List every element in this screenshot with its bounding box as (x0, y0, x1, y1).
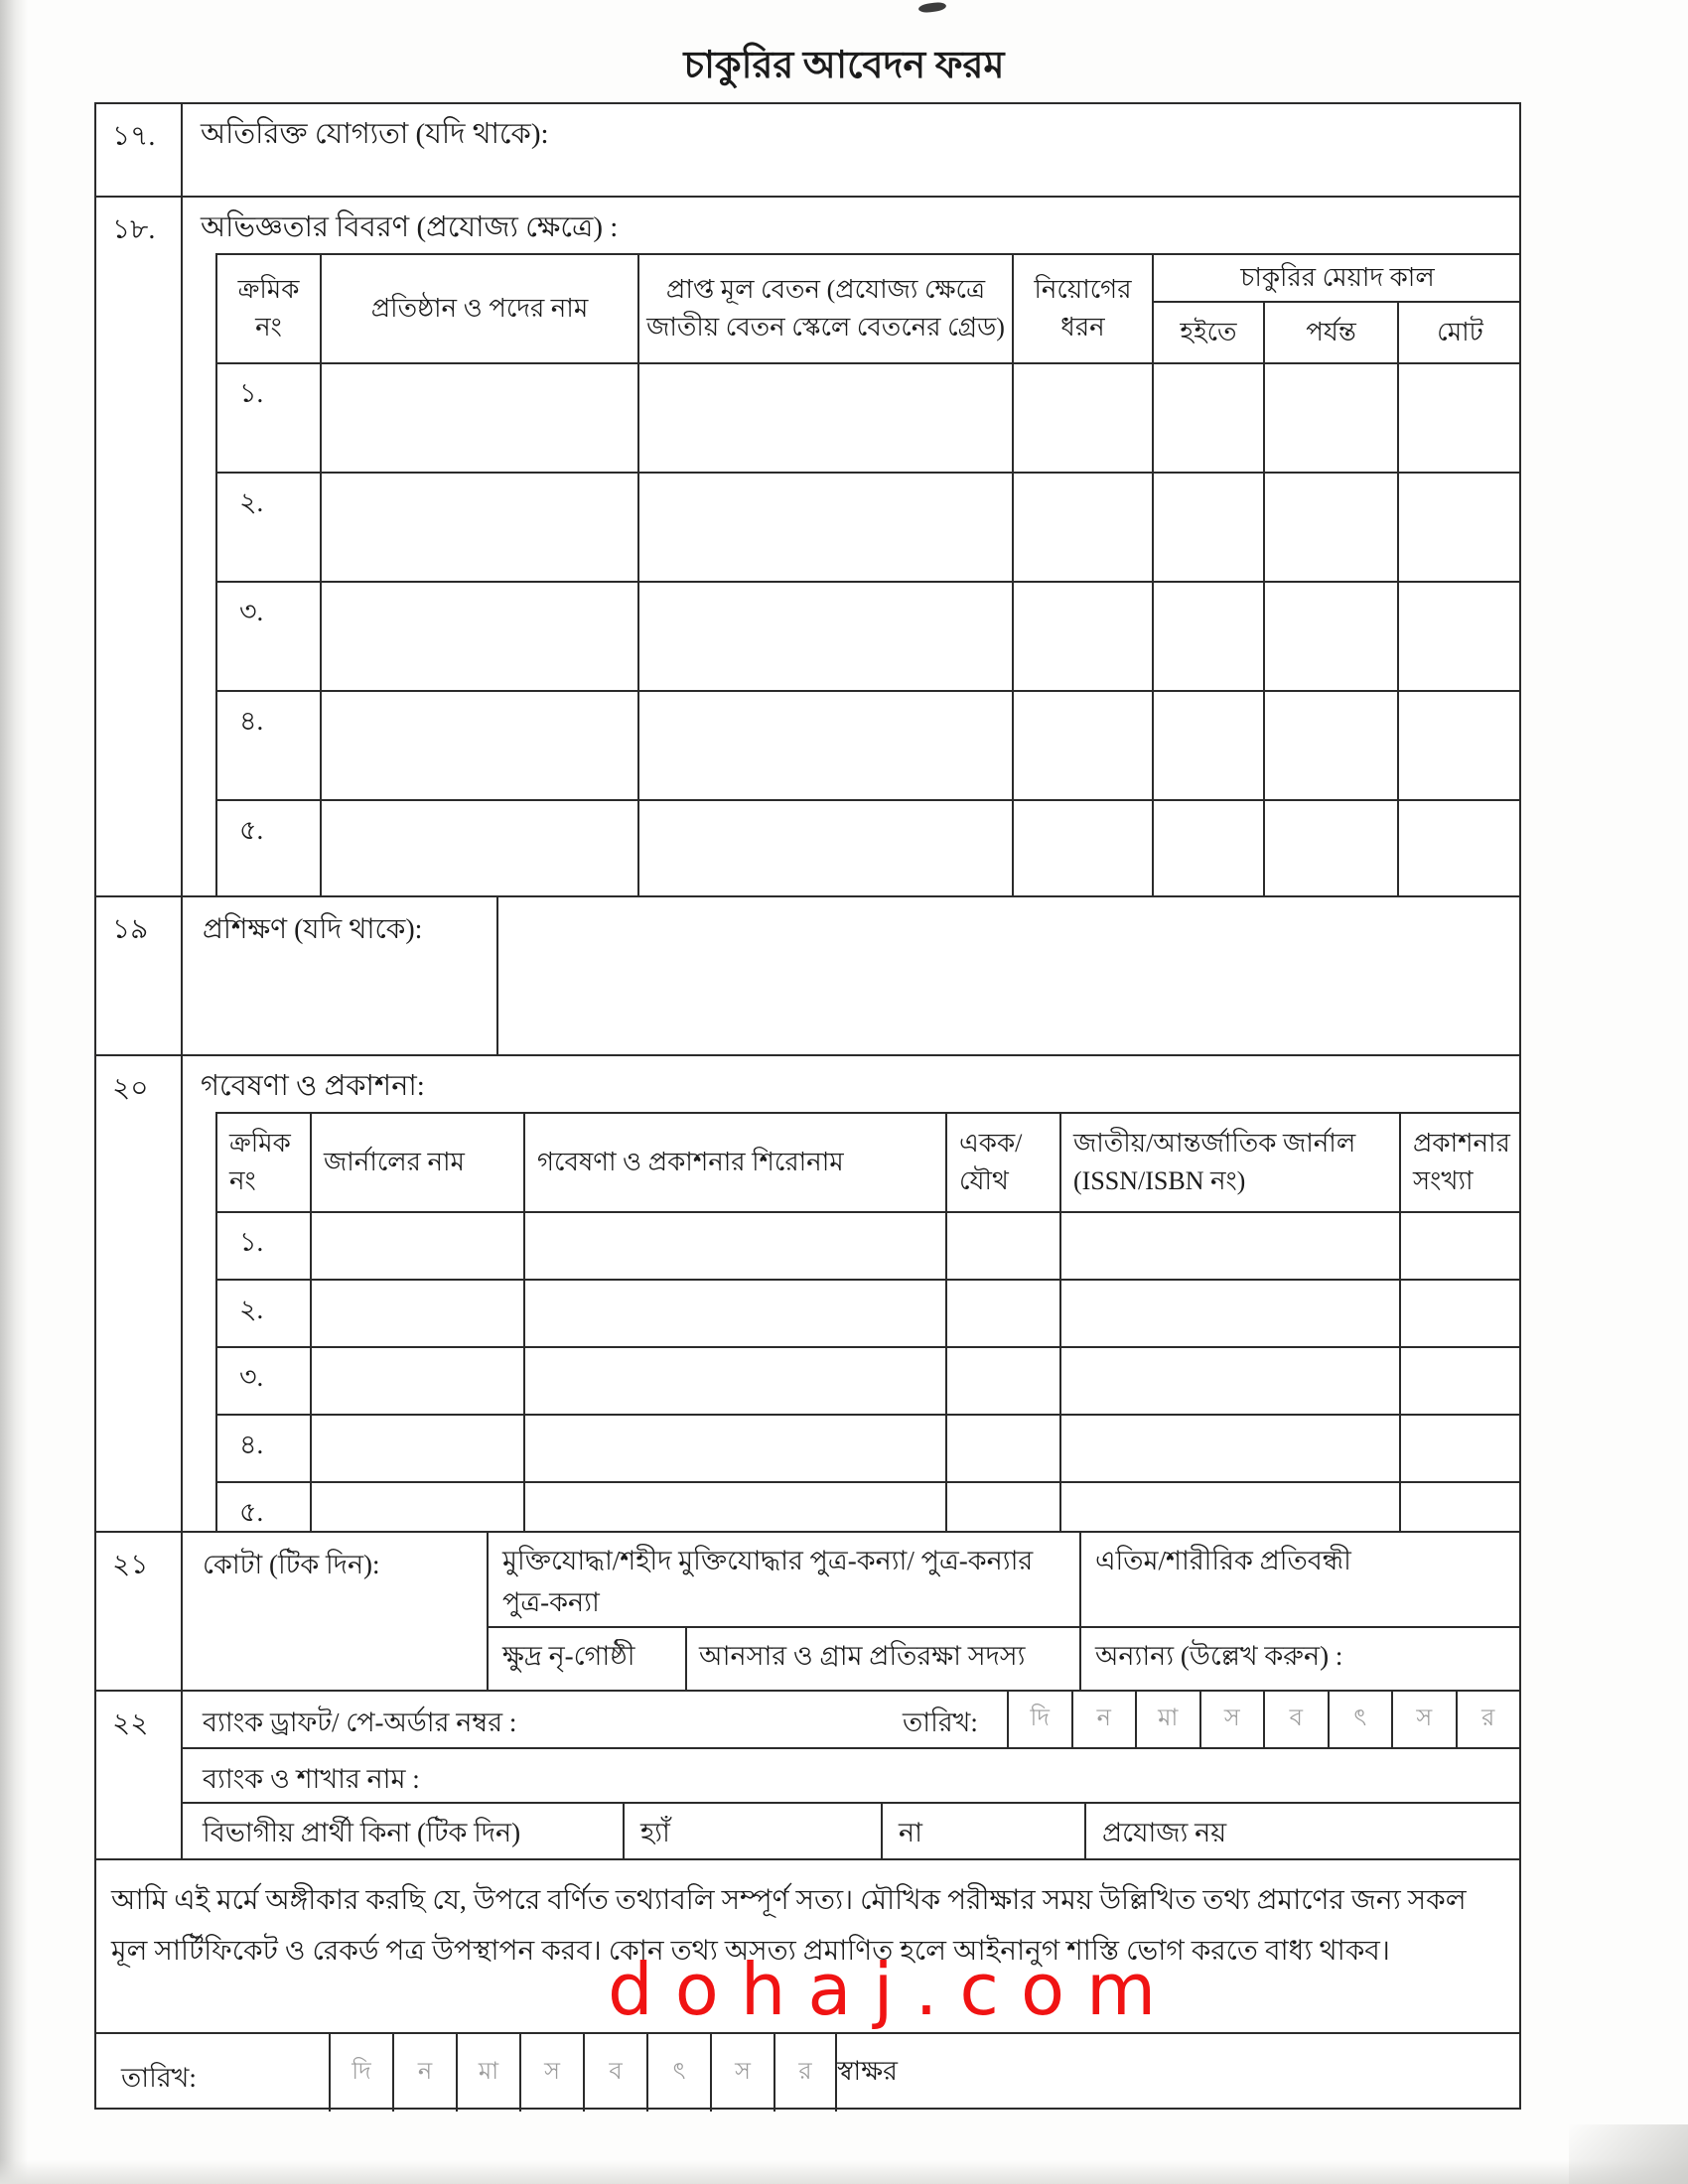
row-serial: ১. (216, 363, 321, 473)
quota-option-ethnic-minority: ক্ষুদ্র নৃ-গোষ্ঠী (502, 1641, 635, 1671)
empty-cell (311, 1415, 524, 1482)
empty-cell (311, 1347, 524, 1415)
scan-ink-mark (918, 1, 947, 13)
empty-cell (946, 1482, 1060, 1531)
section-20 (96, 1054, 1519, 1531)
empty-cell (524, 1212, 946, 1280)
date-box-month2: স (519, 2034, 583, 2112)
section-20-number: ২০ (96, 1056, 183, 1531)
empty-cell (1398, 363, 1519, 473)
quota-option-other: অন্যান্য (উল্লেখ করুন) : (1079, 1628, 1519, 1690)
section-22 (96, 1690, 1519, 1858)
section-22-number: ২২ (96, 1692, 183, 1858)
empty-cell (311, 1280, 524, 1347)
section-18 (96, 196, 1519, 895)
row-serial: ৪. (216, 691, 321, 800)
empty-cell (1153, 800, 1264, 895)
empty-cell (1153, 363, 1264, 473)
site-watermark: dohaj.com (608, 1948, 1179, 2031)
quota-option-ansar: আনসার ও গ্রাম প্রতিরক্ষা সদস্য (685, 1628, 1079, 1690)
empty-cell (638, 582, 1013, 691)
departmental-option-yes: হ্যাঁ (623, 1804, 881, 1858)
empty-cell (311, 1212, 524, 1280)
research-row-1 (216, 1212, 1519, 1280)
section-19-number: ১৯ (96, 897, 183, 1054)
date-box-month1: মা (456, 2034, 519, 2112)
section-21 (96, 1531, 1519, 1690)
bank-draft-label: ব্যাংক ড্রাফট/ পে-অর্ডার নম্বর : (203, 1707, 517, 1737)
date-box-day2: ন (392, 2034, 456, 2112)
empty-cell (1400, 1415, 1519, 1482)
quota-option-freedom-fighter: মুক্তিযোদ্ধা/শহীদ মুক্তিযোদ্ধার পুত্র-কন্যা/ পুত্র-কন্যার পুত্র-কন্যা (502, 1546, 1034, 1617)
experience-col-service-period: চাকুরির মেয়াদ কাল (1153, 254, 1519, 302)
section-17-content (183, 104, 1519, 196)
row-serial: ৫. (216, 1482, 311, 1531)
date-box-year1: ব (583, 2034, 646, 2112)
footer-date-boxes (329, 2034, 837, 2112)
date-box-year1: ব (1263, 1692, 1328, 1747)
experience-row-3 (216, 582, 1519, 691)
empty-cell (1264, 691, 1398, 800)
empty-cell (1013, 473, 1153, 582)
empty-cell (1398, 800, 1519, 895)
empty-cell (1153, 582, 1264, 691)
research-col-mode: একক/যৌথ (946, 1113, 1060, 1212)
training-blank-area (498, 897, 1519, 1054)
empty-cell (1013, 582, 1153, 691)
section-17 (96, 104, 1519, 196)
empty-cell (1400, 1212, 1519, 1280)
empty-cell (1264, 800, 1398, 895)
empty-cell (1264, 582, 1398, 691)
bank-draft-row (183, 1692, 1519, 1749)
empty-cell (524, 1280, 946, 1347)
date-box-month2: স (1199, 1692, 1264, 1747)
experience-col-appointment-type: নিয়োগের ধরন (1013, 254, 1153, 363)
application-form-table (94, 102, 1521, 2110)
empty-cell (1013, 363, 1153, 473)
empty-cell (638, 800, 1013, 895)
date-box-year2: ৎ (646, 2034, 710, 2112)
section-22-content (183, 1692, 1519, 1858)
empty-cell (524, 1347, 946, 1415)
empty-cell (321, 363, 638, 473)
section-17-number: ১৭. (96, 104, 183, 196)
date-box-year4: র (774, 2034, 837, 2112)
research-col-serial: ক্রমিক নং (216, 1113, 311, 1212)
empty-cell (1398, 473, 1519, 582)
empty-cell (1060, 1212, 1400, 1280)
empty-cell (1153, 473, 1264, 582)
experience-col-to: পর্যন্ত (1264, 302, 1398, 363)
empty-cell (946, 1212, 1060, 1280)
empty-cell (1060, 1482, 1400, 1531)
row-serial: ১. (216, 1212, 311, 1280)
empty-cell (321, 691, 638, 800)
experience-row-2 (216, 473, 1519, 582)
quota-label: কোটা (টিক দিন): (183, 1533, 489, 1690)
section-19-content (183, 897, 1519, 1054)
page-title (0, 36, 1688, 105)
date-box-month1: মা (1135, 1692, 1199, 1747)
empty-cell (638, 473, 1013, 582)
experience-col-organization: প্রতিষ্ঠান ও পদের নাম (321, 254, 638, 363)
training-label: প্রশিক্ষণ (যদি থাকে): (183, 897, 498, 1054)
empty-cell (1264, 363, 1398, 473)
section-18-number: ১৮. (96, 198, 183, 895)
date-box-year2: ৎ (1328, 1692, 1392, 1747)
empty-cell (1398, 582, 1519, 691)
section-19 (96, 895, 1519, 1054)
empty-cell (1060, 1280, 1400, 1347)
research-col-journal: জার্নালের নাম (311, 1113, 524, 1212)
quota-option-orphan-disabled: এতিম/শারীরিক প্রতিবন্ধী (1079, 1533, 1519, 1626)
experience-table (215, 253, 1519, 895)
departmental-option-not-applicable: প্রযোজ্য নয় (1084, 1804, 1519, 1858)
date-box-year4: র (1456, 1692, 1520, 1747)
empty-cell (1013, 800, 1153, 895)
departmental-candidate-row (183, 1804, 1519, 1858)
empty-cell (946, 1347, 1060, 1415)
experience-col-from: হইতে (1153, 302, 1264, 363)
section-21-content (183, 1533, 1519, 1690)
row-serial: ২. (216, 473, 321, 582)
declaration-text: আমি এই মর্মে অঙ্গীকার করছি যে, উপরে বর্ণিত তথ্যাবলি সম্পূর্ণ সত্য। মৌখিক পরীক্ষার সময় উল্লিখিত তথ্য প্রমাণের জন্য সকল মূল সার্টিফিকেট ও রেকর্ড পত্র উপস্থাপন করব। কোন তথ্য অসত্য প্রমাণিত হলে আইনানুগ শাস্তি ভোগ করতে বাধ্য থাকব। (111, 1885, 1467, 1967)
experience-col-salary: প্রাপ্ত মূল বেতন (প্রযোজ্য ক্ষেত্রে জাতীয় বেতন স্কেলে বেতনের গ্রেড) (638, 254, 1013, 363)
research-col-count: প্রকাশনার সংখ্যা (1400, 1113, 1519, 1212)
section-21-number: ২১ (96, 1533, 183, 1690)
departmental-option-no: না (881, 1804, 1084, 1858)
date-box-day2: ন (1071, 1692, 1136, 1747)
empty-cell (524, 1415, 946, 1482)
experience-row-1 (216, 363, 1519, 473)
experience-row-5 (216, 800, 1519, 895)
quota-options (489, 1533, 1519, 1690)
scan-edge-bottom (0, 2160, 1688, 2184)
empty-cell (1400, 1280, 1519, 1347)
experience-row-4 (216, 691, 1519, 800)
empty-cell (321, 582, 638, 691)
departmental-candidate-label: বিভাগীয় প্রার্থী কিনা (টিক দিন) (203, 1818, 521, 1847)
empty-cell (1264, 473, 1398, 582)
row-serial: ৪. (216, 1415, 311, 1482)
experience-col-serial: ক্রমিক নং (216, 254, 321, 363)
empty-cell (1060, 1415, 1400, 1482)
row-serial: ৩. (216, 582, 321, 691)
page-title-text: চাকুরির আবেদন ফরম (678, 36, 1011, 105)
empty-cell (1060, 1347, 1400, 1415)
empty-cell (1400, 1347, 1519, 1415)
empty-cell (1013, 691, 1153, 800)
bank-branch-label: ব্যাংক ও শাখার নাম : (183, 1749, 1519, 1804)
empty-cell (1400, 1482, 1519, 1531)
section-18-content (183, 198, 1519, 895)
research-row-5 (216, 1482, 1519, 1531)
research-row-4 (216, 1415, 1519, 1482)
date-box-day1: দি (329, 2034, 392, 2112)
experience-col-total: মোট (1398, 302, 1519, 363)
bank-draft-date-label: তারিখ: (903, 1707, 978, 1737)
research-col-title: গবেষণা ও প্রকাশনার শিরোনাম (524, 1113, 946, 1212)
empty-cell (946, 1280, 1060, 1347)
research-table (215, 1112, 1519, 1531)
row-serial: ৫. (216, 800, 321, 895)
signature-label: স্বাক্ষর (837, 2055, 898, 2086)
empty-cell (946, 1415, 1060, 1482)
scan-corner-shadow (1569, 2124, 1688, 2184)
empty-cell (321, 800, 638, 895)
research-col-issn: জাতীয়/আন্তর্জাতিক জার্নাল (ISSN/ISBN নং) (1060, 1113, 1400, 1212)
empty-cell (1153, 691, 1264, 800)
scan-edge-left (0, 0, 28, 2184)
table-header-row (216, 1113, 1519, 1212)
date-box-year3: স (710, 2034, 774, 2112)
empty-cell (311, 1482, 524, 1531)
empty-cell (638, 691, 1013, 800)
additional-qualification-label: অতিরিক্ত যোগ্যতা (যদি থাকে): (201, 118, 549, 150)
research-row-2 (216, 1280, 1519, 1347)
table-header-row (216, 254, 1519, 302)
research-row-3 (216, 1347, 1519, 1415)
row-serial: ৩. (216, 1347, 311, 1415)
empty-cell (321, 473, 638, 582)
footer-row (96, 2032, 1519, 2112)
bank-draft-date-boxes (1007, 1692, 1519, 1747)
empty-cell (524, 1482, 946, 1531)
section-20-content (183, 1056, 1519, 1531)
date-box-year3: স (1391, 1692, 1456, 1747)
experience-label: অভিজ্ঞতার বিবরণ (প্রযোজ্য ক্ষেত্রে) : (201, 211, 619, 243)
row-serial: ২. (216, 1280, 311, 1347)
date-box-day1: দি (1007, 1692, 1071, 1747)
empty-cell (638, 363, 1013, 473)
footer-date-label: তারিখ: (121, 2063, 197, 2093)
research-label: গবেষণা ও প্রকাশনা: (201, 1070, 425, 1102)
empty-cell (1398, 691, 1519, 800)
